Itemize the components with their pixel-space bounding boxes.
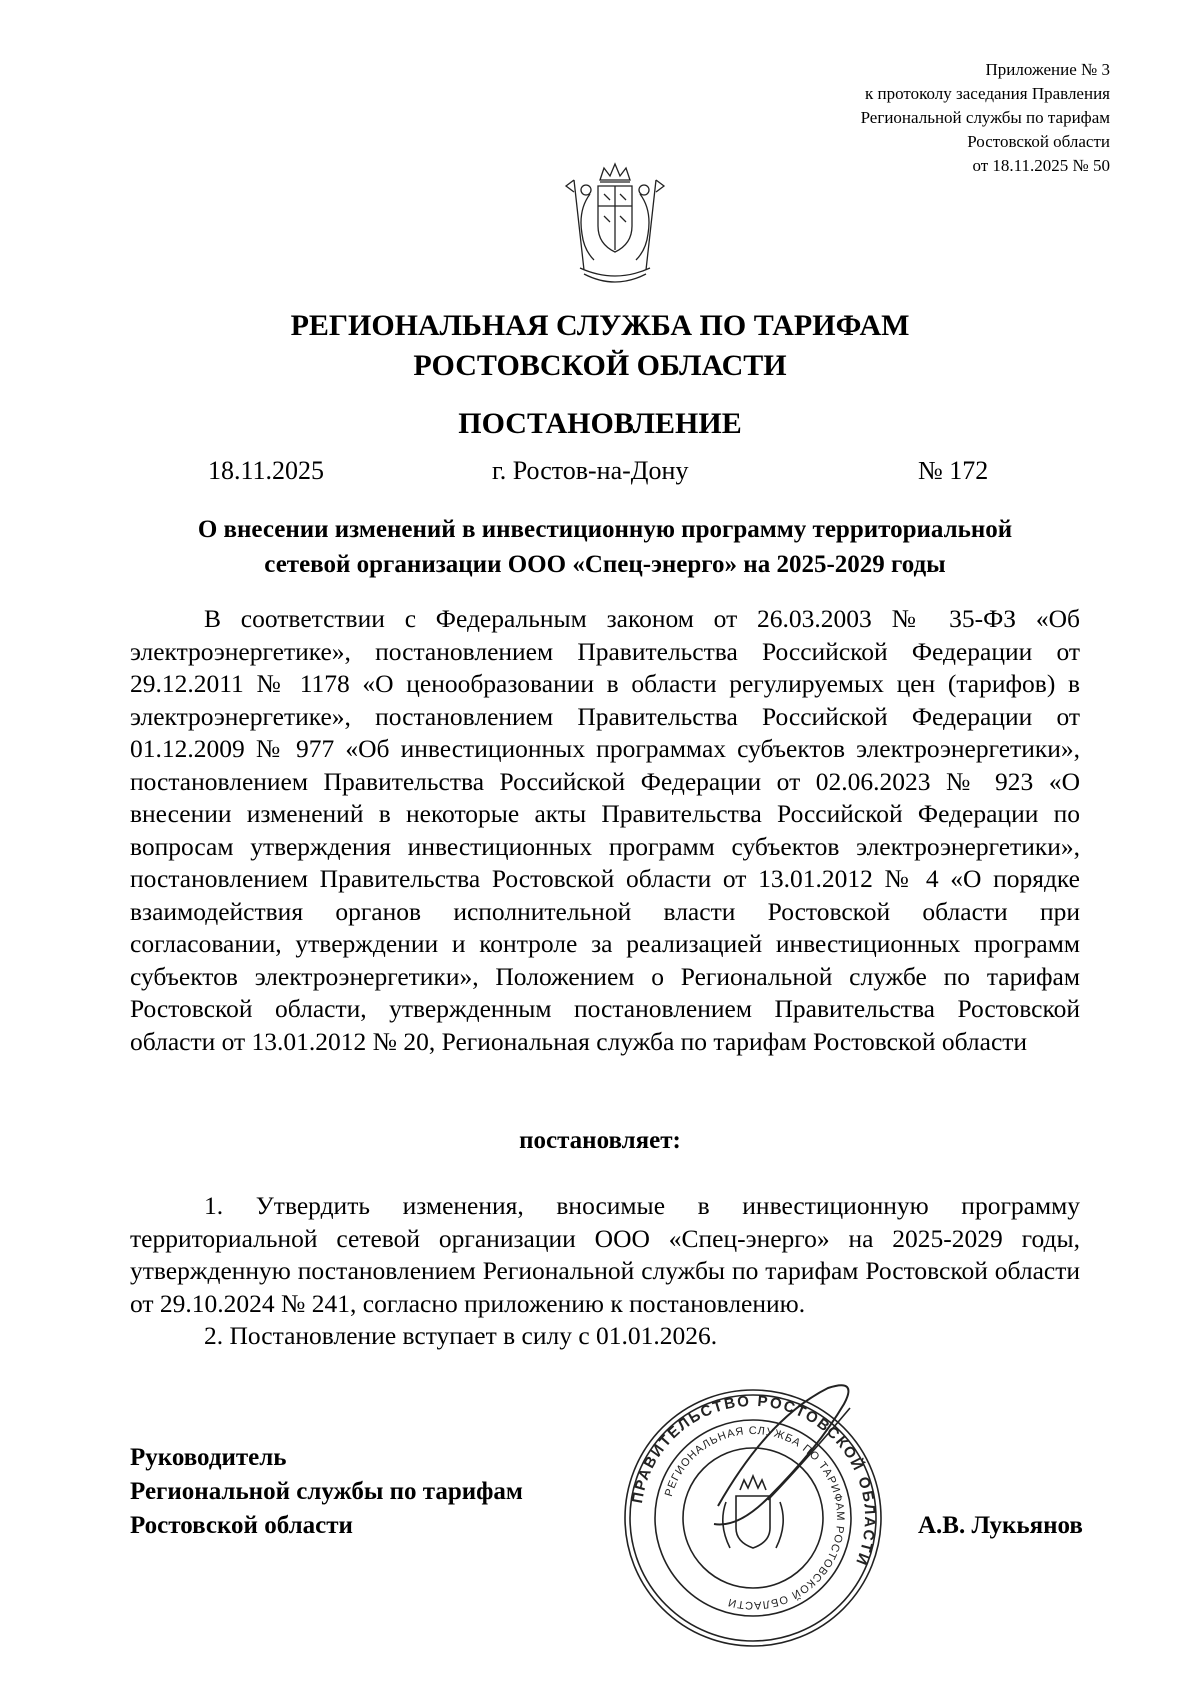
annex-line-3: Региональной службы по тарифам: [860, 108, 1110, 127]
seal-outer-text: ПРАВИТЕЛЬСТВО РОСТОВСКОЙ ОБЛАСТИ: [628, 1392, 879, 1569]
resolution-point-1: 1. Утвердить изменения, вносимые в инвестиционную программу территориальной сетевой организации ООО «Спец-энерго» на 2025-2029 годы, утвержденную постановлением Региональной службы по тарифам Ростовской области от 29.10.2024 № 241, согласно приложению к постановлению.: [130, 1191, 1080, 1318]
preamble-paragraph: В соответствии с Федеральным законом от 26.03.2003 № 35-ФЗ «Об электроэнергетике», постановлением Правительства Российской Федерации от 29.12.2011 № 1178 «О ценообразовании в области регулируемых цен (тарифов) в электроэнергетике», постановлением Правительства Российской Федерации от 01.12.2009 № 977 «Об инвестиционных программах субъектов электроэнергетики», постановлением Правительства Российской Федерации от 02.06.2023 № 923 «О внесении изменений в некоторые акты Правительства Российской Федерации по вопросам утверждения инвестиционных программ субъектов электроэнергетики», постановлением Правительства Ростовской области от 13.01.2012 № 4 «О порядке взаимодействия органов исполнительной власти Ростовской области при согласовании, утверждении и контроле за реализацией инвестиционных программ субъектов электроэнергетики», Положением о Региональной службе по тарифам Ростовской области, утвержденным постановлением Правительства Ростовской области от 13.01.2012 № 20, Региональная служба по тарифам Ростовской области: [130, 604, 1080, 1056]
organization-line-1: РЕГИОНАЛЬНАЯ СЛУЖБА ПО ТАРИФАМ: [290, 309, 910, 342]
decree-word: постановляет:: [519, 1127, 681, 1154]
signatory-title-line-1: Руководитель: [130, 1444, 287, 1471]
organization-line-2: РОСТОВСКОЙ ОБЛАСТИ: [413, 349, 787, 382]
annex-line-1: Приложение № 3: [985, 60, 1110, 79]
svg-text:РЕГИОНАЛЬНАЯ СЛУЖБА ПО ТАРИФАМ: [663, 1425, 846, 1611]
annex-reference: [861, 58, 1110, 178]
resolution-point-2: 2. Постановление вступает в силу с 01.01.2026.: [204, 1321, 718, 1350]
document-number: № 172: [918, 456, 989, 485]
document-type: ПОСТАНОВЛЕНИЕ: [458, 407, 742, 440]
seal-inner-text: РЕГИОНАЛЬНАЯ СЛУЖБА ПО ТАРИФАМ РОСТОВСКОЙ ОБЛАСТИ: [662, 1424, 847, 1612]
document-date: 18.11.2025: [208, 456, 325, 485]
organization-name: [0, 306, 1200, 386]
document-meta: [0, 456, 1200, 492]
annex-line-4: Ростовской области: [967, 132, 1110, 151]
subject-line-1: О внесении изменений в инвестиционную программу территориальной: [197, 516, 1013, 543]
document-subject: [130, 512, 1080, 582]
subject-line-2: сетевой организации ООО «Спец-энерго» на 2025-2029 годы: [264, 551, 946, 578]
signatory-title-line-2: Региональной службы по тарифам: [130, 1478, 523, 1505]
official-seal-icon: [618, 1378, 888, 1658]
resolution-points: [130, 1190, 1080, 1353]
signatory-title: [130, 1441, 523, 1543]
coat-of-arms-icon: [560, 160, 670, 292]
document-city: г. Ростов-на-Дону: [492, 456, 689, 485]
annex-line-2: к протоколу заседания Правления: [865, 84, 1110, 103]
signatory-title-line-3: Ростовской области: [130, 1512, 353, 1539]
annex-line-5: от 18.11.2025 № 50: [972, 156, 1110, 175]
signatory-name: А.В. Лукьянов: [918, 1512, 1083, 1539]
